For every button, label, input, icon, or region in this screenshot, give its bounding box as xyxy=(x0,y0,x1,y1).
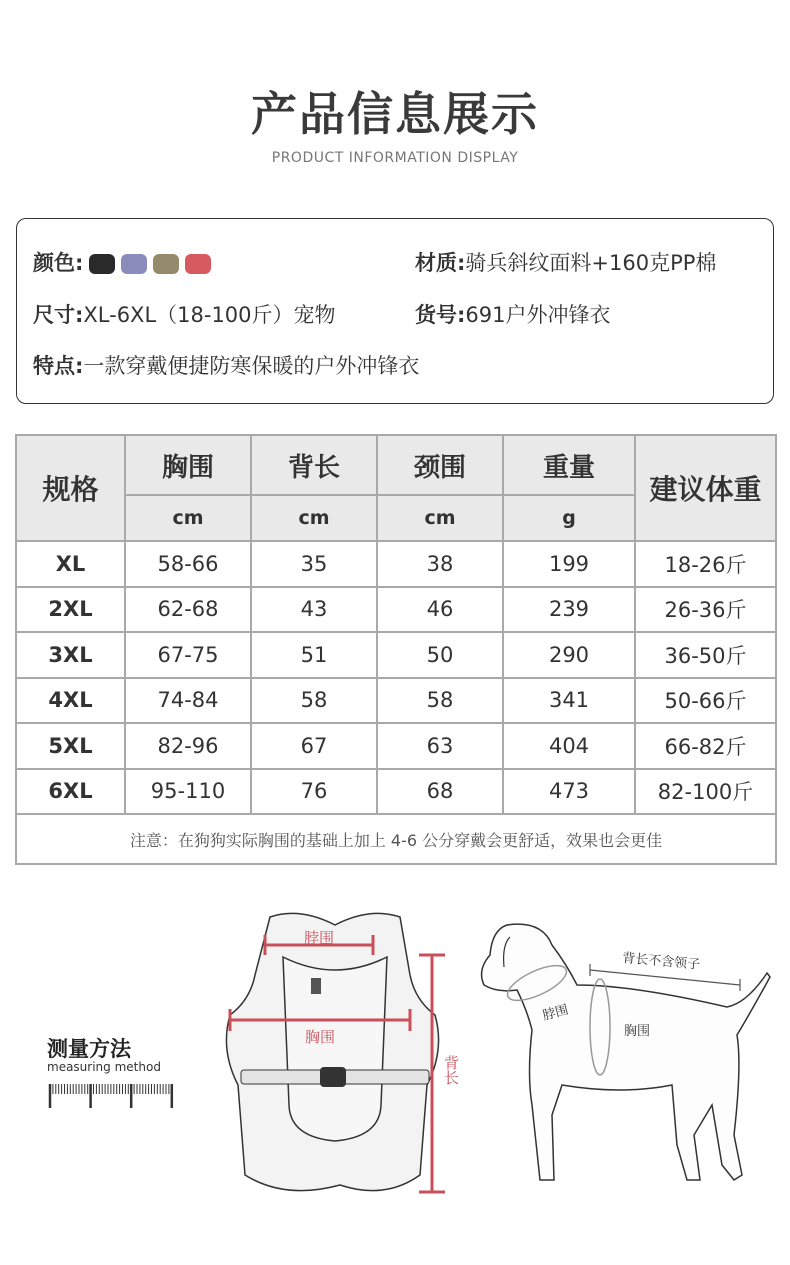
garment-chest-label: 胸围 xyxy=(304,1028,336,1046)
color-swatch-red[interactable] xyxy=(185,254,211,274)
cell-size: 4XL xyxy=(16,678,125,724)
cell-chest: 74-84 xyxy=(125,678,251,724)
cell-size: 2XL xyxy=(16,587,125,633)
dog-back-line xyxy=(590,970,740,985)
cell-back: 58 xyxy=(251,678,377,724)
cell-back: 51 xyxy=(251,632,377,678)
cell-size: 5XL xyxy=(16,723,125,769)
cell-neck: 46 xyxy=(377,587,503,633)
color-swatch-black[interactable] xyxy=(89,254,115,274)
color-label: 颜色: xyxy=(33,251,84,275)
cell-neck: 58 xyxy=(377,678,503,724)
dog-diagram xyxy=(472,915,777,1195)
cell-chest: 95-110 xyxy=(125,769,251,815)
feature-value: 一款穿戴便捷防寒保暖的户外冲锋衣 xyxy=(83,354,420,378)
garment-diagram xyxy=(205,905,465,1205)
table-row xyxy=(16,587,776,633)
material-value: 骑兵斜纹面料+160克PP棉 xyxy=(465,251,717,275)
product-info-box xyxy=(16,218,774,404)
cell-pet: 26-36斤 xyxy=(635,587,776,633)
spec-header: 规格 xyxy=(16,435,125,541)
color-swatch-purple[interactable] xyxy=(121,254,147,274)
size-label: 尺寸: xyxy=(33,303,84,327)
material-row xyxy=(415,247,716,277)
measure-subtitle: measuring method xyxy=(47,1060,161,1074)
table-row xyxy=(16,723,776,769)
zipper-pull-icon xyxy=(311,978,321,994)
dog-back-label: 背长不含领子 xyxy=(621,951,701,973)
color-row xyxy=(33,247,211,277)
cell-back: 67 xyxy=(251,723,377,769)
table-row xyxy=(16,769,776,815)
cell-neck: 63 xyxy=(377,723,503,769)
ruler-icon xyxy=(48,1080,178,1110)
cell-chest: 82-96 xyxy=(125,723,251,769)
cell-back: 43 xyxy=(251,587,377,633)
cell-weight: 404 xyxy=(503,723,635,769)
cell-pet: 50-66斤 xyxy=(635,678,776,724)
size-value: XL-6XL（18-100斤）宠物 xyxy=(83,303,336,327)
unit-back: cm xyxy=(251,495,377,541)
cell-back: 35 xyxy=(251,541,377,587)
unit-neck: cm xyxy=(377,495,503,541)
column-header-neck: 颈围 xyxy=(377,435,503,495)
cell-neck: 38 xyxy=(377,541,503,587)
cell-chest: 58-66 xyxy=(125,541,251,587)
cell-weight: 290 xyxy=(503,632,635,678)
cell-weight: 199 xyxy=(503,541,635,587)
cell-size: 6XL xyxy=(16,769,125,815)
size-chart-table xyxy=(15,434,777,865)
color-swatches xyxy=(89,254,211,274)
item-number-label: 货号: xyxy=(415,303,466,327)
dog-chest-label: 胸围 xyxy=(624,1024,651,1039)
cell-size: 3XL xyxy=(16,632,125,678)
measure-title: 测量方法 xyxy=(47,1037,131,1061)
table-row xyxy=(16,632,776,678)
column-header-pet-weight: 建议体重 xyxy=(635,435,776,541)
cell-neck: 50 xyxy=(377,632,503,678)
material-label: 材质: xyxy=(415,251,466,275)
cell-chest: 67-75 xyxy=(125,632,251,678)
cell-pet: 82-100斤 xyxy=(635,769,776,815)
feature-label: 特点: xyxy=(33,354,84,378)
feature-row xyxy=(33,350,419,380)
buckle-icon xyxy=(320,1067,346,1087)
column-header-back: 背长 xyxy=(251,435,377,495)
cell-pet: 18-26斤 xyxy=(635,541,776,587)
garment-back-panel xyxy=(283,957,387,1141)
page-title: 产品信息展示 xyxy=(251,87,539,141)
cell-neck: 68 xyxy=(377,769,503,815)
cell-pet: 36-50斤 xyxy=(635,632,776,678)
page-subtitle: PRODUCT INFORMATION DISPLAY xyxy=(271,150,519,166)
color-swatch-khaki[interactable] xyxy=(153,254,179,274)
column-header-chest: 胸围 xyxy=(125,435,251,495)
dog-neck-label: 脖围 xyxy=(541,1002,571,1024)
cell-size: XL xyxy=(16,541,125,587)
unit-weight: g xyxy=(503,495,635,541)
table-note: 注意：在狗狗实际胸围的基础上加上 4-6 公分穿戴会更舒适，效果也会更佳 xyxy=(16,814,776,864)
cell-pet: 66-82斤 xyxy=(635,723,776,769)
table-row xyxy=(16,541,776,587)
garment-neck-label: 脖围 xyxy=(303,929,335,947)
unit-chest: cm xyxy=(125,495,251,541)
garment-back-label: 背长 xyxy=(442,1055,460,1085)
cell-weight: 239 xyxy=(503,587,635,633)
cell-chest: 62-68 xyxy=(125,587,251,633)
item-number-value: 691户外冲锋衣 xyxy=(465,303,611,327)
column-header-weight: 重量 xyxy=(503,435,635,495)
cell-weight: 341 xyxy=(503,678,635,724)
size-row xyxy=(33,299,336,329)
item-number-row xyxy=(415,299,611,329)
table-row xyxy=(16,678,776,724)
cell-weight: 473 xyxy=(503,769,635,815)
cell-back: 76 xyxy=(251,769,377,815)
